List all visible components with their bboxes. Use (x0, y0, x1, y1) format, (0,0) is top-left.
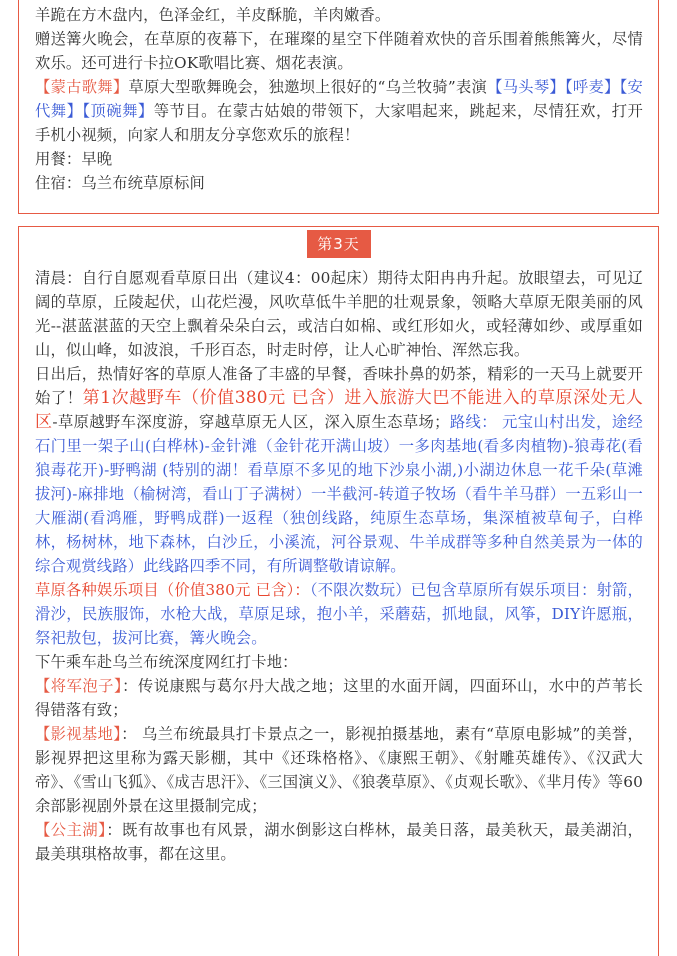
show-item-dingwan: 【顶碗舞】 (82, 102, 154, 120)
spot-jiangjun-tag: 【将军泡子】 (35, 677, 123, 695)
spot-film-base (35, 722, 643, 818)
entertainment-paragraph (35, 578, 643, 650)
spot-film-base-text: ： 乌兰布统最具打卡景点之一，影视拍摄基地，素有“草原电影城”的美誉，影视界把这里称为露天影棚，其中《还珠格格》、《康熙王朝》、《射雕英雄传》、《汉武大帝》、《雪山飞狐》、《成吉思汗》、《三国演义》、《狼袭草原》、《贞观长歌》、《芈月传》等60余部影视剧外景在这里摄制完成； (35, 725, 643, 815)
mongolian-dance-tag: 【蒙古歌舞】 (35, 78, 129, 96)
spot-jiangjun-text: ：传说康熙与葛尔丹大战之地；这里的水面开阔，四面环山，水中的芦苇长得错落有致； (35, 677, 643, 719)
day3-badge: 第3天 (307, 230, 371, 258)
offroad-highlight: 第1次越野车（价值380元 已含）进入旅游大巴不能进入的草原深处无人区 (35, 388, 643, 432)
spot-film-base-tag: 【影视基地】 (35, 725, 122, 743)
spot-princess-lake (35, 818, 643, 866)
show-text-2: 等节目。在蒙古姑娘的带领下，大家唱起来，跳起来，尽情狂欢，打开手机小视频，向家人和朋友分享您欢乐的旅程！ (35, 102, 643, 144)
entertainment-highlight: 草原各种娱乐项目（价值380元 已含）： (35, 581, 310, 599)
stay-line: 住宿：乌兰布统草原标间 (35, 174, 205, 192)
bonfire-paragraph: 赠送篝火晚会，在草原的夜幕下，在璀璨的星空下伴随着欢快的音乐围着熊熊篝火，尽情欢乐。还可进行卡拉OK歌唱比赛、烟花表演。 (35, 30, 643, 72)
day2-section (18, 0, 659, 214)
show-paragraph (35, 75, 643, 147)
show-text-1: 草原大型歌舞晚会，独邀坝上很好的“乌兰牧骑”表演 (128, 78, 488, 96)
spot-princess-lake-tag: 【公主湖】 (35, 821, 107, 839)
meals-line: 用餐：早晚 (35, 150, 113, 168)
show-item-matouqin: 【马头琴】 (487, 78, 565, 96)
entertainment-text: （不限次数玩）已包含草原所有娱乐项目：射箭，滑沙，民族服饰，水枪大战，草原足球，抱小羊，采蘑菇，抓地鼠，风筝，DIY许愿瓶，祭祀敖包，拔河比赛，篝火晚会。 (35, 581, 643, 647)
show-item-andai: 【安代舞】 (35, 78, 644, 120)
show-item-humai: 【呼麦】 (565, 78, 620, 96)
breakfast-text: 日出后，热情好客的草原人准备了丰盛的早餐，香味扑鼻的奶茶，精彩的一天马上就要开始了！ (35, 365, 643, 407)
afternoon-line: 下午乘车赴乌兰布统深度网红打卡地： (35, 653, 298, 671)
day2-content (19, 0, 658, 195)
day3-content (19, 258, 658, 866)
morning-paragraph: 清晨：自行自愿观看草原日出（建议4：00起床）期待太阳冉冉升起。放眼望去，可见辽阔的草原，丘陵起伏，山花烂漫，风吹草低牛羊肥的壮观景象，领略大草原无限美丽的风光--湛蓝湛蓝的天空上飘着朵朵白云，或洁白如棉、或红形如火，或轻薄如纱、或厚重如山，似山峰，如波浪，千形百态，时走时停，让人心旷神怡、浑然忘我。 (35, 269, 643, 359)
spot-jiangjun (35, 674, 643, 722)
offroad-text: -草原越野车深度游，穿越草原无人区，深入原生态草场； (52, 413, 450, 431)
route-text: 路线： 元宝山村出发，途经石门里一架子山(白桦林)-金针滩（金针花开满山坡）一多肉基地(看多肉植物)-狼毒花(看狼毒花开)-野鸭湖 (特别的湖！看草原不多见的地下沙泉小湖,)小湖边休息一花千朵(草滩拔河)-麻排地（榆树湾，看山丁子满树）一半截河-转道子牧场（看牛羊马群）一五彩山一大雁湖(看鸿雁，野鸭成群)一返程（独创线路，纯原生态草场，集深植被草甸子，白桦林，杨树林，地下森林，白沙丘，小溪流，河谷景观、牛羊成群等多种自然美景为一体的综合观赏线路）此线路四季不同，有所调整敬请谅解。 (35, 413, 643, 575)
spot-princess-lake-text: ：既有故事也有风景，湖水倒影这白桦林，最美日落，最美秋天，最美湖泊，最美琪琪格故事，都在这里。 (35, 821, 643, 863)
day3-section (18, 226, 659, 956)
offroad-paragraph (35, 362, 643, 578)
roast-lamb-line: 羊跪在方木盘内，色泽金红，羊皮酥脆，羊肉嫩香。 (35, 6, 391, 24)
